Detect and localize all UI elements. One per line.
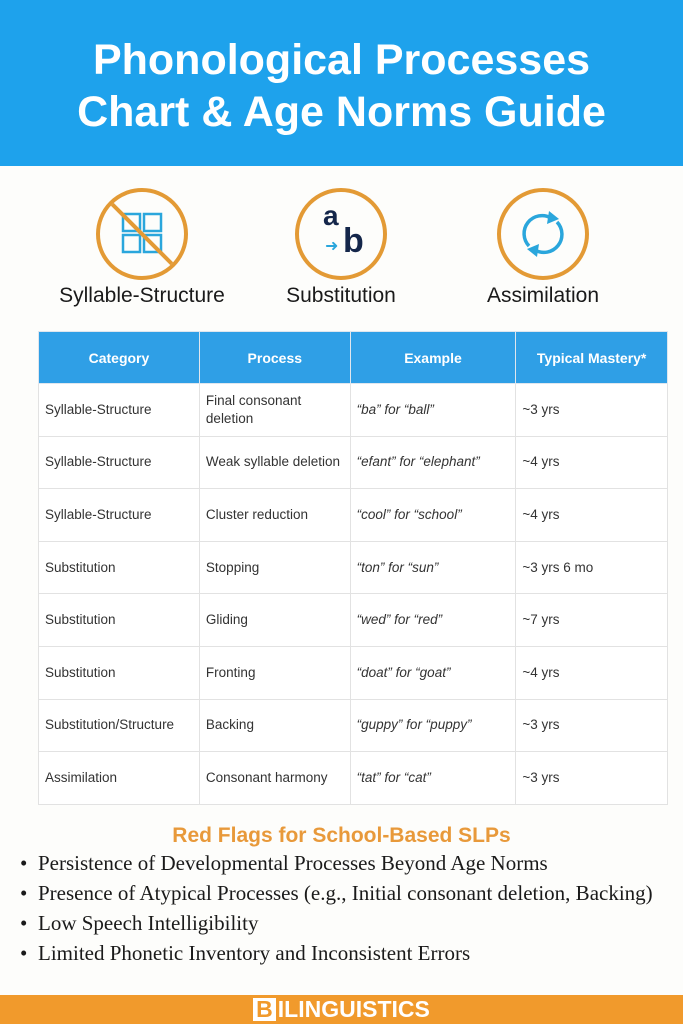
cell-example: “efant” for “elephant” (350, 436, 516, 489)
cell-category: Substitution/Structure (39, 699, 200, 752)
logo-text: ILINGUISTICS (277, 996, 430, 1022)
header-mastery: Typical Mastery* (516, 332, 668, 384)
header-example: Example (350, 332, 516, 384)
cell-category: Syllable-Structure (39, 489, 200, 542)
red-flags-title: Red Flags for School-Based SLPs (172, 824, 511, 847)
category-icons (0, 188, 683, 318)
syllable-blocked-icon (96, 188, 188, 280)
cell-mastery: ~4 yrs (516, 489, 668, 542)
cell-process: Final consonant deletion (199, 384, 350, 437)
cell-example: “ton” for “sun” (350, 541, 516, 594)
cell-category: Syllable-Structure (39, 436, 200, 489)
cell-category: Substitution (39, 541, 200, 594)
substitution-icon (295, 188, 387, 280)
cell-mastery: ~3 yrs (516, 699, 668, 752)
icon-label: Substitution (286, 284, 396, 307)
glyph-b: b (343, 222, 364, 260)
cell-process: Cluster reduction (199, 489, 350, 542)
cell-process: Consonant harmony (199, 752, 350, 805)
cycle-arrows-icon (497, 188, 589, 280)
list-item: • Presence of Atypical Processes (e.g., Initial consonant deletion, Backing) (18, 878, 668, 908)
cell-process: Backing (199, 699, 350, 752)
cell-category: Assimilation (39, 752, 200, 805)
cell-process: Fronting (199, 646, 350, 699)
cell-example: “wed” for “red” (350, 594, 516, 647)
title-banner (0, 0, 683, 166)
table-row (39, 646, 668, 699)
cell-category: Substitution (39, 594, 200, 647)
cell-example: “doat” for “goat” (350, 646, 516, 699)
header-process: Process (199, 332, 350, 384)
cell-process: Gliding (199, 594, 350, 647)
table-row (39, 384, 668, 437)
cell-mastery: ~4 yrs (516, 436, 668, 489)
icon-label: Assimilation (486, 284, 600, 307)
title-line-2: Chart & Age Norms Guide (77, 88, 606, 136)
cell-category: Substitution (39, 646, 200, 699)
cell-mastery: ~3 yrs 6 mo (516, 541, 668, 594)
table-row (39, 489, 668, 542)
cell-mastery: ~3 yrs (516, 752, 668, 805)
cell-mastery: ~4 yrs (516, 646, 668, 699)
list-item: • Low Speech Intelligibility (18, 908, 668, 938)
glyph-a: a (323, 200, 339, 231)
cell-example: “cool” for “school” (350, 489, 516, 542)
cell-process: Weak syllable deletion (199, 436, 350, 489)
icon-label: Syllable-Structure (59, 284, 225, 307)
arrow-icon: ➜ (325, 238, 339, 255)
red-flags-list (18, 848, 668, 968)
cell-process: Stopping (199, 541, 350, 594)
cell-example: “ba” for “ball” (350, 384, 516, 437)
cell-example: “guppy” for “puppy” (350, 699, 516, 752)
table-row (39, 436, 668, 489)
icon-syllable-structure (32, 188, 252, 308)
header-category: Category (39, 332, 200, 384)
cell-category: Syllable-Structure (39, 384, 200, 437)
table-row (39, 594, 668, 647)
table-row (39, 699, 668, 752)
list-item: • Persistence of Developmental Processes Beyond Age Norms (18, 848, 668, 878)
cell-mastery: ~3 yrs (516, 384, 668, 437)
title-line-1: Phonological Processes (92, 36, 591, 84)
list-item: • Limited Phonetic Inventory and Inconsistent Errors (18, 938, 668, 968)
processes-table (38, 331, 668, 805)
logo-b: B (253, 998, 276, 1021)
cell-mastery: ~7 yrs (516, 594, 668, 647)
table-row (39, 752, 668, 805)
icon-substitution (231, 188, 451, 308)
cell-example: “tat” for “cat” (350, 752, 516, 805)
table-row (39, 541, 668, 594)
footer-logo (0, 995, 683, 1024)
icon-assimilation (433, 188, 653, 308)
